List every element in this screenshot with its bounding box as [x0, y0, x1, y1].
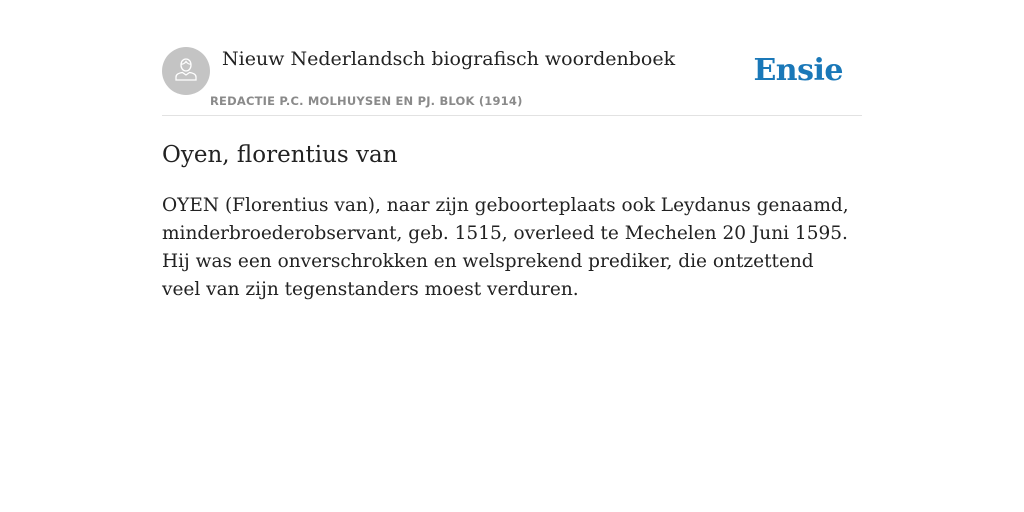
ensie-logo-link[interactable]: Ensie [753, 53, 843, 88]
editors-label: REDACTIE P.C. MOLHUYSEN EN PJ. BLOK (1914) [210, 94, 523, 108]
book-title[interactable]: Nieuw Nederlandsch biografisch woordenboek [222, 48, 676, 70]
entry-title: Oyen, florentius van [162, 142, 398, 168]
source-header [162, 47, 862, 116]
entry-text: OYEN (Florentius van), naar zijn geboorteplaats ook Leydanus genaamd, minderbroederobservant, geb. 1515, overleed te Mechelen 20 Juni 1595. Hij was een onverschrokken en welsprekend prediker, die ontzettend veel van zijn tegenstanders moest verduren. [162, 195, 849, 300]
user-icon [172, 55, 200, 87]
avatar[interactable] [162, 47, 210, 95]
